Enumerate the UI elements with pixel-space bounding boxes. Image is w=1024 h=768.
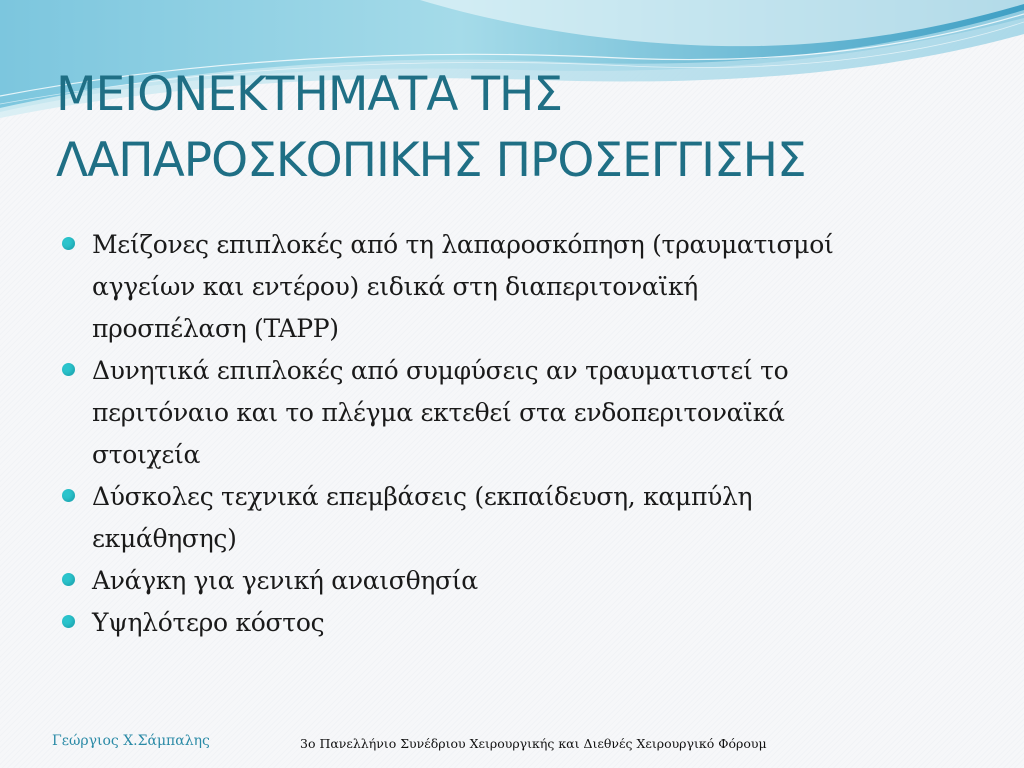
bullet-icon [62,489,75,502]
bullet-icon [62,573,75,586]
slide-title-line-1: ΜΕΙΟΝΕΚΤΗΜΑΤΑ ΤΗΣ [56,67,563,122]
slide-title [56,62,996,194]
bullet-text-line: Υψηλότερο κόστος [92,608,325,637]
bullet-item [60,602,980,644]
bullet-icon [62,615,75,628]
bullet-item [60,560,980,602]
bullet-text-line: στοιχεία [92,440,201,469]
bullet-list [60,224,980,644]
bullet-text-line: Δυνητικά επιπλοκές από συμφύσεις αν τραυματιστεί το [92,356,789,385]
bullet-icon [62,363,75,376]
bullet-item [60,350,980,476]
bullet-text-line: Μείζονες επιπλοκές από τη λαπαροσκόπηση (τραυματισμοί [92,230,834,259]
slide-title-line-2: ΛΑΠΑΡΟΣΚΟΠΙΚΗΣ ΠΡΟΣΕΓΓΙΣΗΣ [56,133,806,188]
bullet-text-line: προσπέλαση (TAPP) [92,314,339,343]
footer-conference: 3ο Πανελλήνιο Συνέδριου Χειρουργικής και Διεθνές Χειρουργικό Φόρουμ [300,736,767,751]
bullet-text-line: αγγείων και εντέρου) ειδικά στη διαπεριτοναϊκή [92,272,698,301]
bullet-text-line: εκμάθησης) [92,524,237,553]
bullet-icon [62,237,75,250]
bullet-item [60,224,980,350]
bullet-text-line: περιτόναιο και το πλέγμα εκτεθεί στα ενδοπεριτοναϊκά [92,398,785,427]
bullet-text-line: Δύσκολες τεχνικά επεμβάσεις (εκπαίδευση, καμπύλη [92,482,753,511]
bullet-text-line: Ανάγκη για γενική αναισθησία [92,566,478,595]
bullet-item [60,476,980,560]
footer-author: Γεώργιος Χ.Σάμπαλης [52,733,210,749]
